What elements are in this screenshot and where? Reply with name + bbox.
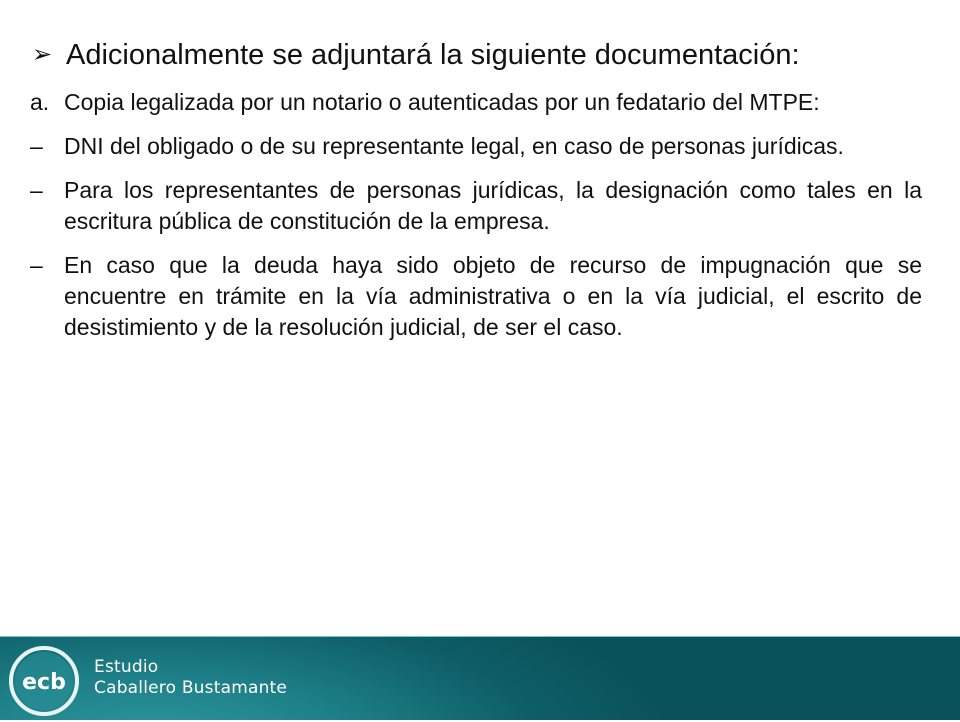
slide-content bbox=[30, 0, 922, 343]
list-marker: – bbox=[30, 252, 43, 278]
list-item-text: Para los representantes de personas jurídicas, la designación como tales en la escritura pública de constitución de la empresa. bbox=[64, 177, 922, 234]
logo-mark-text: ecb bbox=[22, 670, 66, 695]
footer-band bbox=[0, 636, 960, 720]
list-marker: a. bbox=[30, 89, 50, 115]
list-item bbox=[30, 175, 922, 237]
brand-line-1: Estudio bbox=[94, 657, 159, 677]
list-item bbox=[30, 87, 922, 118]
list-item-text: En caso que la deuda haya sido objeto de recurso de impugnación que se encuentre en trámite en la vía administrativa o en la vía judicial, el escrito de desistimiento y de la resolución judicial, de ser el caso. bbox=[64, 252, 922, 340]
brand-name bbox=[94, 657, 287, 699]
list-item-text: DNI del obligado o de su representante legal, en caso de personas jurídicas. bbox=[64, 133, 844, 159]
ecb-logo bbox=[8, 645, 80, 717]
list-item bbox=[30, 131, 922, 162]
brand-line-2: Caballero Bustamante bbox=[94, 678, 288, 698]
list-marker: – bbox=[30, 177, 43, 203]
arrow-bullet-icon: ➢ bbox=[32, 41, 53, 68]
list-item-text: Copia legalizada por un notario o autenticadas por un fedatario del MTPE: bbox=[64, 89, 820, 115]
logo-badge-icon bbox=[8, 645, 80, 717]
slide-heading bbox=[30, 36, 922, 74]
list-marker: – bbox=[30, 133, 43, 159]
heading-text: Adicionalmente se adjuntará la siguiente documentación: bbox=[66, 39, 800, 71]
list-item bbox=[30, 250, 922, 343]
